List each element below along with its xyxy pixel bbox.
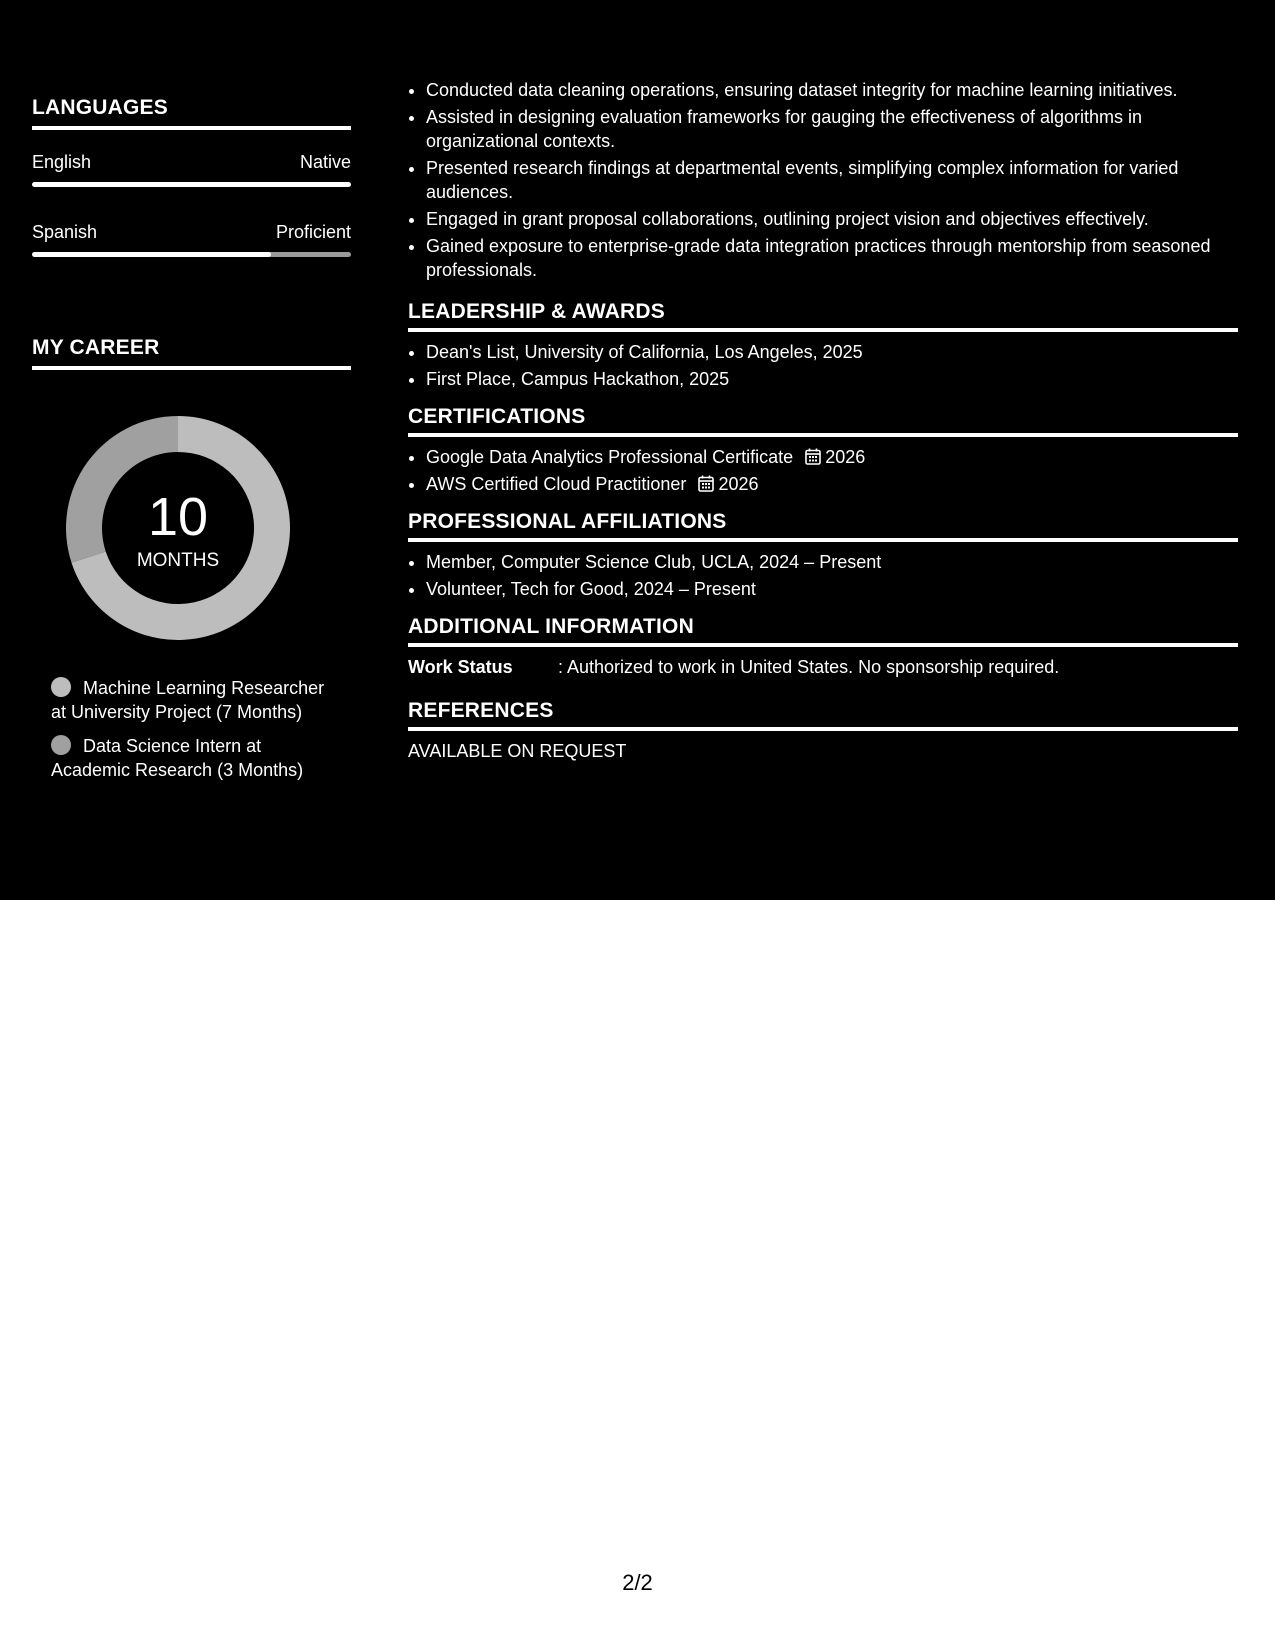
experience-bullet-list	[408, 78, 1238, 282]
list-item: • Gained exposure to enterprise-grade data integration practices through mentorship from seasoned professionals.	[426, 234, 1238, 282]
list-item: • Member, Computer Science Club, UCLA, 2024 – Present	[426, 550, 1238, 574]
list-item: • Volunteer, Tech for Good, 2024 – Present	[426, 577, 1238, 601]
list-item	[426, 472, 1238, 496]
page-number: 2/2	[622, 1570, 653, 1595]
certifications-heading: CERTIFICATIONS	[408, 405, 1238, 437]
legend-label: Machine Learning Researcher at University Project (7 Months)	[51, 678, 325, 722]
affiliations-section	[408, 510, 1238, 601]
legend-item	[51, 676, 341, 724]
list-item: • Dean's List, University of California, Los Angeles, 2025	[426, 340, 1238, 364]
list-item	[426, 445, 1238, 469]
career-heading: MY CAREER	[32, 336, 351, 370]
list-item: • First Place, Campus Hackathon, 2025	[426, 367, 1238, 391]
certification-name: Google Data Analytics Professional Certificate	[426, 447, 794, 467]
calendar-icon	[698, 475, 714, 492]
language-level: Native	[299, 152, 351, 172]
language-bar	[32, 182, 351, 187]
career-legend	[51, 676, 341, 792]
language-level: Proficient	[275, 222, 351, 242]
awards-heading: LEADERSHIP & AWARDS	[408, 300, 1238, 332]
legend-label: Data Science Intern at Academic Research (3 Months)	[51, 736, 304, 780]
language-bar-fill	[32, 252, 271, 257]
certification-name: AWS Certified Cloud Practitioner	[426, 474, 687, 494]
legend-dot-icon	[51, 735, 71, 755]
list-item: • Assisted in designing evaluation frameworks for gauging the effectiveness of algorithms in organizational contexts.	[426, 105, 1238, 153]
list-item: • Conducted data cleaning operations, ensuring dataset integrity for machine learning initiatives.	[426, 78, 1238, 102]
legend-dot-icon	[51, 677, 71, 697]
calendar-icon	[805, 448, 821, 465]
languages-heading: LANGUAGES	[32, 96, 351, 130]
certification-year: 2026	[718, 474, 759, 494]
additional-info-heading: ADDITIONAL INFORMATION	[408, 615, 1238, 647]
language-bar	[32, 252, 351, 257]
awards-section	[408, 300, 1238, 391]
right-column	[408, 78, 1238, 763]
work-status-row	[408, 655, 1238, 679]
career-total-number: 10	[147, 487, 209, 547]
work-status-value: : Authorized to work in United States. No sponsorship required.	[558, 657, 1060, 677]
list-item: • Presented research findings at departmental events, simplifying complex information for varied audiences.	[426, 156, 1238, 204]
work-status-label: Work Status	[408, 657, 513, 677]
language-name: Spanish	[32, 222, 98, 242]
additional-info-section	[408, 615, 1238, 679]
certifications-section	[408, 405, 1238, 496]
language-name: English	[32, 152, 92, 172]
language-bar-fill	[32, 182, 351, 187]
affiliations-heading: PROFESSIONAL AFFILIATIONS	[408, 510, 1238, 542]
legend-item	[51, 734, 341, 782]
list-item: • Engaged in grant proposal collaborations, outlining project vision and objectives effectively.	[426, 207, 1238, 231]
references-section	[408, 699, 1238, 763]
references-text: AVAILABLE ON REQUEST	[408, 741, 627, 761]
career-total-unit: MONTHS	[136, 550, 220, 571]
certification-year: 2026	[825, 447, 866, 467]
references-heading: REFERENCES	[408, 699, 1238, 731]
